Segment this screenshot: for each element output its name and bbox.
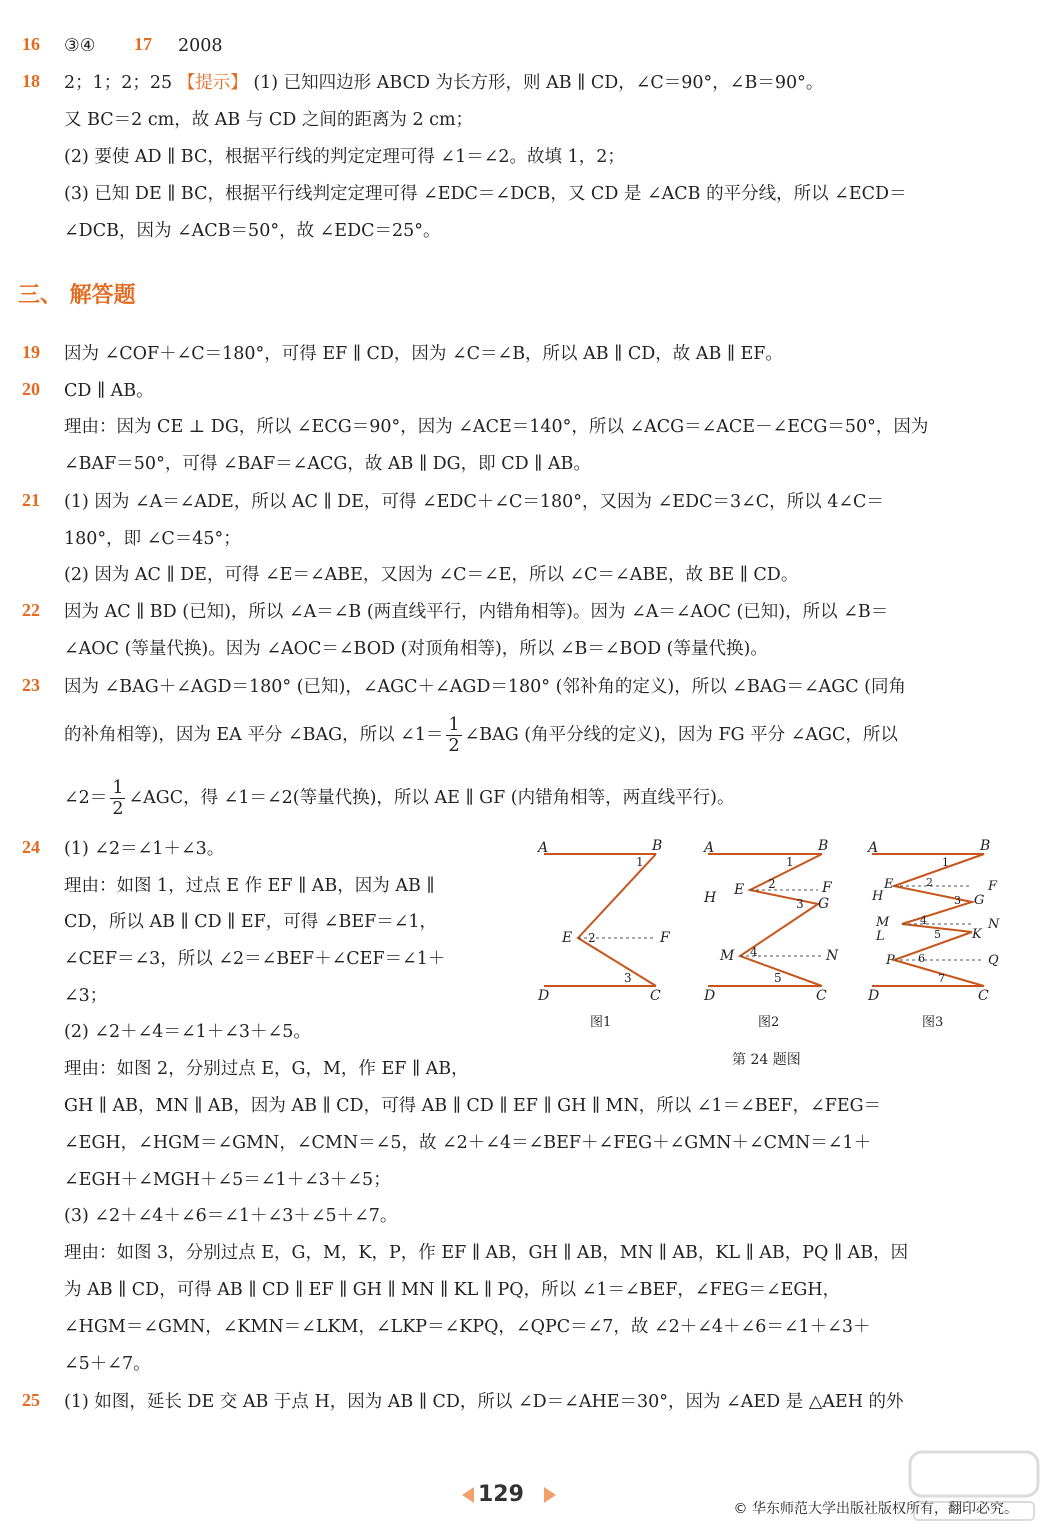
- q20-line2: 理由：因为 CE ⊥ DG，所以 ∠ECG＝90°，因为 ∠ACE＝140°，所以 ∠ACG＝∠ACE－∠ECG＝50°，因为: [64, 417, 929, 437]
- q20-number: 20: [22, 379, 40, 399]
- svg-text:E: E: [884, 877, 894, 892]
- svg-text:E: E: [734, 882, 745, 898]
- svg-text:F: F: [988, 879, 998, 894]
- q24-line11: (3) ∠2＋∠4＋∠6＝∠1＋∠3＋∠5＋∠7。: [64, 1206, 398, 1226]
- svg-text:F: F: [822, 880, 832, 896]
- svg-text:2: 2: [768, 877, 776, 891]
- svg-text:B: B: [980, 838, 991, 854]
- svg-text:H: H: [704, 890, 717, 906]
- svg-text:3: 3: [954, 894, 961, 907]
- q24-line14: ∠HGM＝∠GMN，∠KMN＝∠LKM，∠LKP＝∠KPQ，∠QPC＝∠7，故 ∠2＋∠4＋∠6＝∠1＋∠3＋: [64, 1317, 871, 1337]
- svg-text:4: 4: [750, 945, 758, 959]
- svg-text:3: 3: [796, 897, 804, 911]
- q24-line6: (2) ∠2＋∠4＝∠1＋∠3＋∠5。: [64, 1022, 311, 1042]
- q18-line4: (3) 已知 DE ∥ BC，根据平行线判定定理可得 ∠EDC＝∠DCB，又 CD 是 ∠ACB 的平分线，所以 ∠ECD＝: [64, 184, 907, 204]
- q21-line3: (2) 因为 AC ∥ DE，可得 ∠E＝∠ABE，又因为 ∠C＝∠E，所以 ∠C＝∠ABE，故 BE ∥ CD。: [64, 565, 799, 585]
- q18-answers: 2；1；2；25: [64, 73, 173, 93]
- svg-text:5: 5: [934, 928, 941, 941]
- svg-text:D: D: [704, 988, 716, 1004]
- q19-number: 19: [22, 342, 40, 362]
- q18-line3: (2) 要使 AD ∥ BC，根据平行线的判定定理可得 ∠1＝∠2。故填 1，2；: [64, 147, 625, 167]
- svg-text:1: 1: [942, 856, 949, 869]
- q24-line3: CD，所以 AB ∥ CD ∥ EF，可得 ∠BEF＝∠1，: [64, 912, 438, 932]
- q23-line3: [64, 775, 734, 821]
- section-heading: 三、 解答题: [18, 283, 136, 308]
- q19-line1: 因为 ∠COF＋∠C＝180°，可得 EF ∥ CD，因为 ∠C＝∠B，所以 AB ∥ CD，故 AB ∥ EF。: [64, 344, 783, 364]
- svg-text:1: 1: [786, 855, 794, 869]
- svg-text:B: B: [652, 838, 663, 854]
- svg-text:G: G: [974, 893, 985, 908]
- svg-text:A: A: [538, 840, 549, 856]
- figure-3-caption: 图3: [922, 1015, 944, 1030]
- hint-label: 【提示】: [177, 73, 248, 93]
- q23-line1: 因为 ∠BAG＋∠AGD＝180° (已知)，∠AGC＋∠AGD＝180° (邻补角的定义)，所以 ∠BAG＝∠AGC (同角: [64, 677, 906, 697]
- watermark-logo: [904, 1446, 1044, 1526]
- q24-line13: 为 AB ∥ CD，可得 AB ∥ CD ∥ EF ∥ GH ∥ MN ∥ KL ∥ PQ，所以 ∠1＝∠BEF，∠FEG＝∠EGH，: [64, 1280, 841, 1300]
- figure-1: [536, 838, 671, 1030]
- q17-number: 17: [134, 34, 152, 54]
- svg-text:7: 7: [938, 972, 945, 985]
- q23-line3-start: ∠2＝: [64, 788, 108, 808]
- svg-text:6: 6: [918, 952, 925, 965]
- q24-line7: 理由：如图 2，分别过点 E，G，M，作 EF ∥ AB，: [64, 1059, 469, 1079]
- q18-hint-text: (1) 已知四边形 ABCD 为长方形，则 AB ∥ CD，∠C＝90°，∠B＝90°。: [253, 73, 824, 93]
- svg-text:E: E: [562, 930, 573, 946]
- q24-line12: 理由：如图 3，分别过点 E，G，M，K，P，作 EF ∥ AB，GH ∥ AB，MN ∥ AB，KL ∥ AB，PQ ∥ AB，因: [64, 1243, 909, 1263]
- svg-text:D: D: [538, 988, 550, 1004]
- svg-text:K: K: [972, 927, 982, 942]
- q16-answer: ③④: [64, 36, 96, 56]
- svg-text:1: 1: [636, 855, 644, 869]
- svg-text:F: F: [660, 930, 670, 946]
- q21-line2: 180°，即 ∠C＝45°；: [64, 529, 241, 549]
- page-right-arrow-icon: [544, 1487, 556, 1503]
- q22-line2: ∠AOC (等量代换)。因为 ∠AOC＝∠BOD (对顶角相等)，所以 ∠B＝∠BOD (等量代换)。: [64, 639, 768, 659]
- figure-title: 第 24 题图: [732, 1052, 801, 1068]
- fraction-one-half: $\frac{1}{2}$: [112, 778, 124, 819]
- q24-line9: ∠EGH，∠HGM＝∠GMN，∠CMN＝∠5，故 ∠2＋∠4＝∠BEF＋∠FEG＋∠GMN＋∠CMN＝∠1＋: [64, 1133, 872, 1153]
- page-number: 129: [478, 1482, 524, 1507]
- q23-line2-end: ∠BAG (角平分线的定义)，因为 FG 平分 ∠AGC，所以: [464, 725, 898, 745]
- q24-line1: (1) ∠2＝∠1＋∠3。: [64, 839, 225, 859]
- copyright-notice: © 华东师范大学出版社版权所有，翻印必究。: [733, 1501, 1018, 1517]
- svg-text:N: N: [826, 948, 839, 964]
- svg-text:4: 4: [920, 914, 927, 927]
- q24-line10: ∠EGH＋∠MGH＋∠5＝∠1＋∠3＋∠5；: [64, 1170, 391, 1190]
- fraction-one-half: $\frac{1}{2}$: [448, 715, 460, 756]
- svg-text:A: A: [704, 840, 715, 856]
- q24-figures: [532, 834, 1028, 1074]
- q18-line5: ∠DCB，因为 ∠ACB＝50°，故 ∠EDC＝25°。: [64, 221, 441, 241]
- svg-text:C: C: [650, 988, 661, 1004]
- q18-line2: 又 BC＝2 cm，故 AB 与 CD 之间的距离为 2 cm；: [64, 110, 474, 130]
- q18-number: 18: [22, 71, 40, 91]
- q24-line4: ∠CEF＝∠3，所以 ∠2＝∠BEF＋∠CEF＝∠1＋: [64, 949, 446, 969]
- q22-line1: 因为 AC ∥ BD (已知)，所以 ∠A＝∠B (两直线平行，内错角相等)。因为 ∠A＝∠AOC (已知)，所以 ∠B＝: [64, 602, 889, 622]
- svg-text:A: A: [868, 840, 879, 856]
- svg-text:C: C: [816, 988, 827, 1004]
- q23-number: 23: [22, 675, 40, 695]
- svg-text:2: 2: [926, 876, 933, 889]
- q24-line8: GH ∥ AB，MN ∥ AB，因为 AB ∥ CD，可得 AB ∥ CD ∥ EF ∥ GH ∥ MN，所以 ∠1＝∠BEF，∠FEG＝: [64, 1096, 882, 1116]
- q24-line15: ∠5＋∠7。: [64, 1354, 151, 1374]
- svg-text:M: M: [876, 915, 890, 930]
- svg-text:3: 3: [624, 971, 632, 985]
- q18-line1: [64, 71, 823, 95]
- page-left-arrow-icon: [462, 1487, 474, 1503]
- q25-line1: (1) 如图，延长 DE 交 AB 于点 H，因为 AB ∥ CD，所以 ∠D＝∠AHE＝30°，因为 ∠AED 是 △AEH 的外: [64, 1392, 904, 1412]
- svg-text:D: D: [868, 988, 880, 1004]
- svg-text:L: L: [876, 929, 885, 944]
- q25-number: 25: [22, 1390, 40, 1410]
- svg-text:B: B: [818, 838, 829, 854]
- q23-line2: [64, 712, 898, 758]
- svg-text:G: G: [818, 896, 830, 912]
- q24-number: 24: [22, 837, 40, 857]
- q23-line2-start: 的补角相等)，因为 EA 平分 ∠BAG，所以 ∠1＝: [64, 725, 444, 745]
- figure-1-caption: 图1: [590, 1015, 612, 1030]
- q20-line1: CD ∥ AB。: [64, 381, 154, 401]
- svg-text:M: M: [720, 948, 735, 964]
- figure-2-caption: 图2: [758, 1015, 780, 1030]
- q16-number: 16: [22, 34, 40, 54]
- figure-3: [866, 838, 1000, 1030]
- q24-line2: 理由：如图 1，过点 E 作 EF ∥ AB，因为 AB ∥: [64, 876, 435, 896]
- q21-number: 21: [22, 490, 40, 510]
- svg-text:5: 5: [774, 971, 782, 985]
- svg-text:P: P: [886, 953, 895, 968]
- q21-line1: (1) 因为 ∠A＝∠ADE，所以 AC ∥ DE，可得 ∠EDC＋∠C＝180°，又因为 ∠EDC＝3∠C，所以 4∠C＝: [64, 492, 884, 512]
- q22-number: 22: [22, 600, 40, 620]
- q17-answer: 2008: [178, 36, 223, 56]
- svg-text:N: N: [988, 917, 1000, 932]
- svg-text:2: 2: [588, 931, 596, 945]
- q20-line3: ∠BAF＝50°，可得 ∠BAF＝∠ACG，故 AB ∥ DG，即 CD ∥ AB。: [64, 454, 591, 474]
- svg-text:H: H: [872, 889, 884, 904]
- q24-line5: ∠3；: [64, 986, 108, 1006]
- svg-text:Q: Q: [988, 953, 999, 968]
- figure-2: [702, 838, 839, 1030]
- q23-line3-end: ∠AGC，得 ∠1＝∠2(等量代换)，所以 AE ∥ GF (内错角相等，两直线平行)。: [128, 788, 735, 808]
- svg-text:C: C: [978, 988, 989, 1004]
